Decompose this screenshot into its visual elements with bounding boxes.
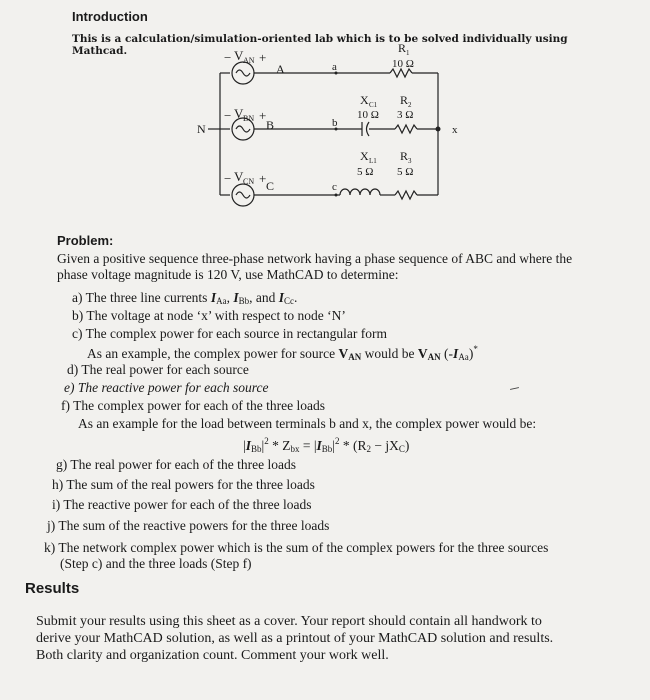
item-i: i) The reactive power for each of the three loads [52,497,312,512]
xl1-value: 5 Ω [357,166,374,178]
intro-line-2: Mathcad. [72,45,128,57]
intro-line-1: This is a calculation/simulation-oriented lab which is to be solved individually using [72,33,568,45]
results-text [36,613,553,664]
r3-sub: 3 [408,157,412,165]
r3-label: R [400,149,409,163]
source-b-minus: − [224,108,232,123]
node-b-label: b [332,117,338,129]
problem-statement-line-1: Given a positive sequence three-phase network having a phase sequence of ABC and where the [57,251,573,266]
source-c-sub: CN [243,177,255,186]
problem-statement [57,251,572,283]
neutral-label: N [197,122,206,136]
results-line-2: derive your MathCAD solution, as well as a printout of your MathCAD solution and results. [36,631,554,646]
source-b-plus: + [259,108,267,123]
problem-statement-line-2: phase voltage magnitude is 120 V, use MathCAD to determine: [57,267,399,282]
item-d: d) The real power for each source [67,362,249,377]
item-f: f) The complex power for each of the three loads [61,398,326,413]
node-B-label: B [266,118,275,132]
results-line-3: Both clarity and organization count. Comment your work well. [36,648,389,663]
node-A-label: A [276,62,285,76]
item-g: g) The real power for each of the three loads [56,457,297,472]
r2-sub: 2 [408,101,412,109]
node-x-dot [436,127,441,132]
item-c-example: As an example, the complex power for source $V_{AN}$ would be $V_{AN}$ $(-I_{Aa})^*$ [87,344,478,362]
circuit-diagram [0,0,650,215]
r1-label: R [398,41,407,55]
formula: $|I_{Bb}|^2 * Z_{bx} = |I_{Bb}|^2 * (R_2 - jX_C)$ [243,436,410,454]
source-a-sub: AN [243,56,255,65]
node-a-label: a [332,61,337,73]
item-j: j) The sum of the reactive powers for the three loads [47,518,330,533]
source-c-plus: + [259,171,267,186]
source-c-minus: − [224,171,232,186]
source-a-plus: + [259,50,267,65]
xc1-capacitor [362,122,369,136]
item-e: e) The reactive power for each source [64,380,269,395]
source-c-label: V [234,169,244,184]
r1-sub: 1 [406,49,410,57]
item-k-line-1: k) The network complex power which is the sum of the complex powers for the three sources [44,540,549,555]
source-b-label: V [234,106,244,121]
xc1-label: X [360,93,369,107]
item-a: a) The three line currents $I_{Aa}$, $I_{Bb}$, and $I_{Cc}$. [72,290,298,306]
r3-value: 5 Ω [397,166,414,178]
r3-resistor [395,191,417,199]
source-a-label: V [234,48,244,63]
pen-mark [510,387,519,390]
r2-resistor [395,125,417,133]
source-a-minus: − [224,50,232,65]
xl1-label: X [360,149,369,163]
item-k [44,540,548,572]
problem-heading: Problem: [57,233,114,248]
r1-value: 10 Ω [392,58,414,70]
intro-heading: Introduction [72,9,148,24]
results-heading: Results [25,580,80,597]
item-b: b) The voltage at node ‘x’ with respect to node ‘N’ [72,308,346,323]
item-c: c) The complex power for each source in rectangular form [72,326,387,341]
item-h: h) The sum of the real powers for the three loads [52,477,315,492]
r1-resistor [390,69,412,77]
xl1-inductor [340,189,380,195]
xl1-sub: L1 [369,157,377,165]
results-line-1: Submit your results using this sheet as a cover. Your report should contain all handwork to [36,614,542,629]
source-b-sub: BN [243,114,255,123]
node-c-label: c [332,181,337,193]
xc1-value: 10 Ω [357,109,379,121]
node-C-label: C [266,179,275,193]
item-k-line-2: (Step c) and the three loads (Step f) [60,556,252,571]
r2-label: R [400,93,409,107]
item-f-example: As an example for the load between terminals b and x, the complex power would be: [78,416,537,431]
xc1-sub: C1 [369,101,378,109]
r2-value: 3 Ω [397,109,414,121]
node-x-label: x [452,124,458,136]
